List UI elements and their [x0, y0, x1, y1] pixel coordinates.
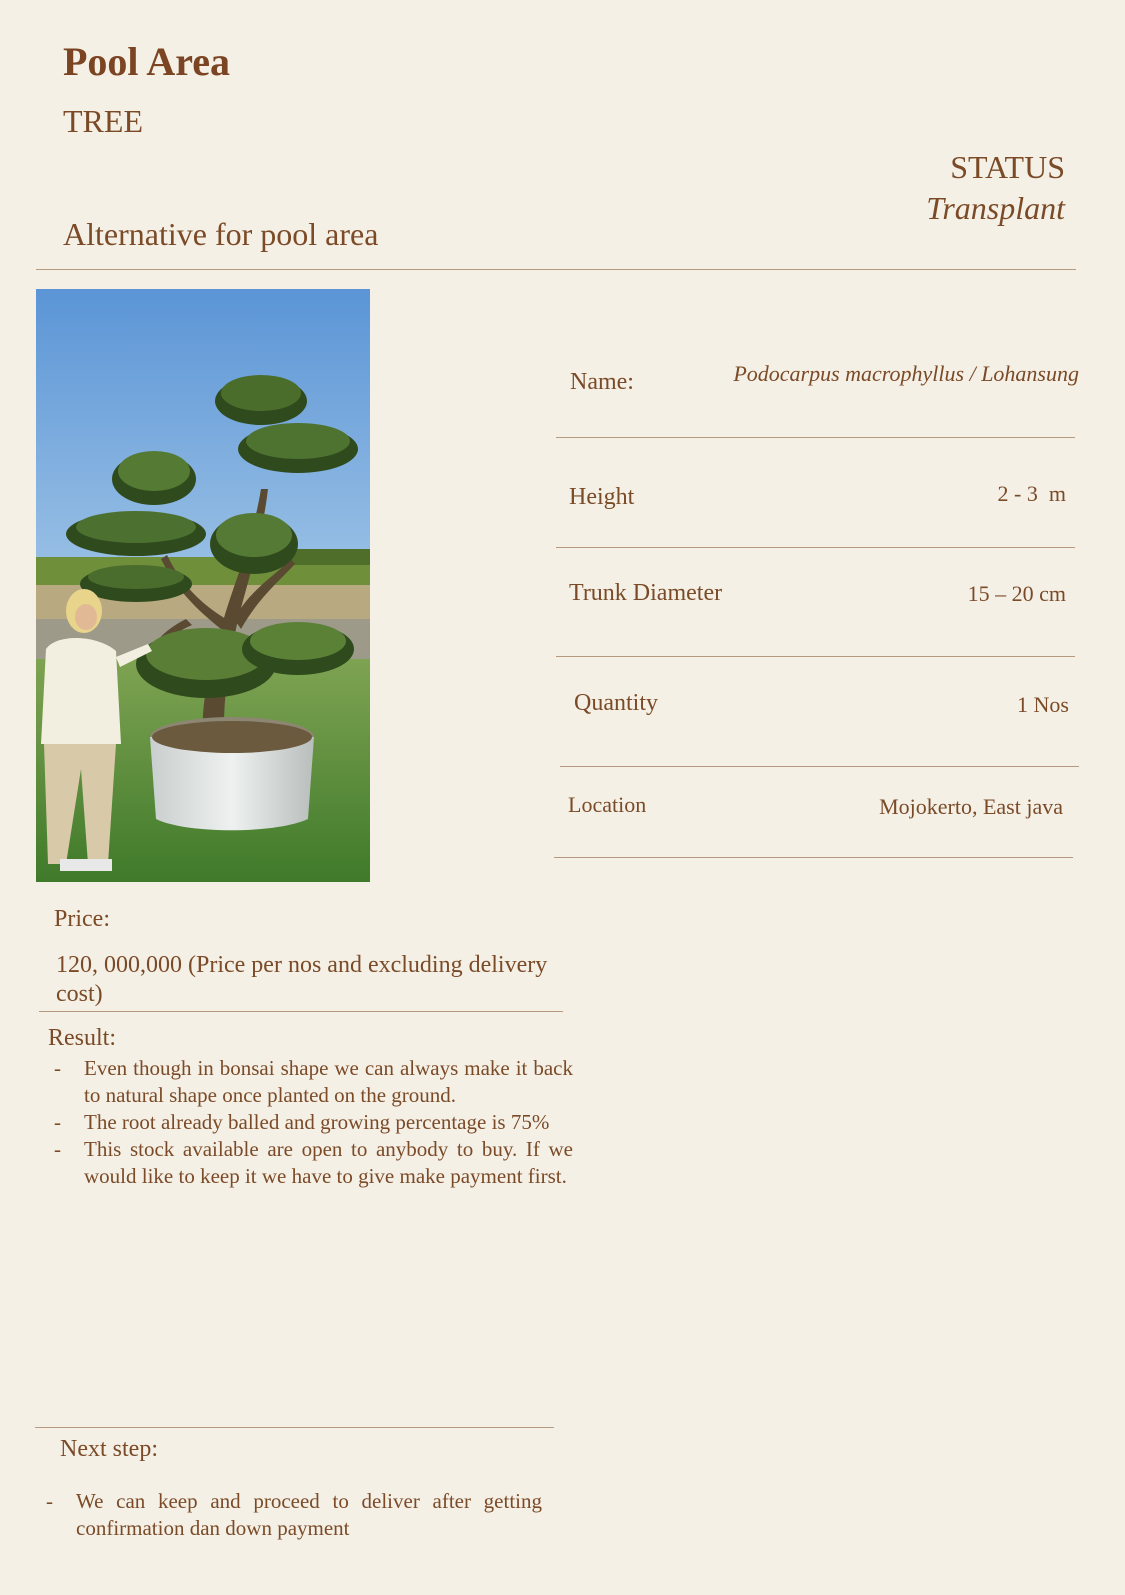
list-item — [46, 1488, 542, 1542]
price-label: Price: — [54, 906, 110, 932]
location-label: Location — [568, 792, 647, 817]
price-value: 120, 000,000 (Price per nos and excluding delivery cost) — [56, 952, 548, 1007]
category-label: TREE — [63, 103, 143, 139]
trunk-diameter-value: 15 – 20 cm — [967, 581, 1066, 606]
name-label: Name: — [570, 369, 634, 395]
location-value: Mojokerto, East java — [879, 794, 1063, 819]
spec-divider — [560, 766, 1079, 767]
tree-photo — [36, 289, 370, 882]
next-step-divider — [35, 1427, 554, 1428]
status-value: Transplant — [926, 190, 1065, 226]
result-list — [54, 1055, 573, 1190]
quantity-value: 1 Nos — [1017, 692, 1069, 717]
result-label: Result: — [48, 1025, 117, 1051]
price-divider — [39, 1011, 563, 1012]
description: Alternative for pool area — [63, 216, 379, 252]
next-step-item-text: We can keep and proceed to deliver after getting confirmation dan down payment — [76, 1489, 542, 1540]
page-title: Pool Area — [63, 39, 231, 84]
bonsai-tree-image — [36, 289, 370, 882]
bullet-mark: - — [54, 1056, 61, 1080]
result-item-text: The root already balled and growing percentage is 75% — [84, 1110, 550, 1134]
list-item — [54, 1109, 573, 1136]
spec-divider — [556, 656, 1075, 657]
list-item — [54, 1136, 573, 1190]
bullet-mark: - — [46, 1489, 53, 1513]
spec-divider — [556, 437, 1075, 438]
bullet-mark: - — [54, 1137, 61, 1161]
trunk-diameter-label: Trunk Diameter — [569, 580, 723, 606]
header-divider — [36, 269, 1076, 270]
quantity-label: Quantity — [574, 690, 658, 716]
next-step-label: Next step: — [60, 1436, 158, 1462]
result-item-text: Even though in bonsai shape we can always make it back to natural shape once planted on the ground. — [84, 1056, 573, 1107]
bullet-mark: - — [54, 1110, 61, 1134]
status-label: STATUS — [950, 149, 1065, 185]
spec-divider — [554, 857, 1073, 858]
result-item-text: This stock available are open to anybody to buy. If we would like to keep it we have to give make payment first. — [84, 1137, 573, 1188]
height-label: Height — [569, 484, 635, 510]
list-item — [54, 1055, 573, 1109]
next-step-list — [46, 1488, 542, 1542]
spec-divider — [556, 547, 1075, 548]
name-value: Podocarpus macrophyllus / Lohansung — [733, 361, 1079, 386]
height-value: 2 - 3 m — [997, 481, 1066, 506]
